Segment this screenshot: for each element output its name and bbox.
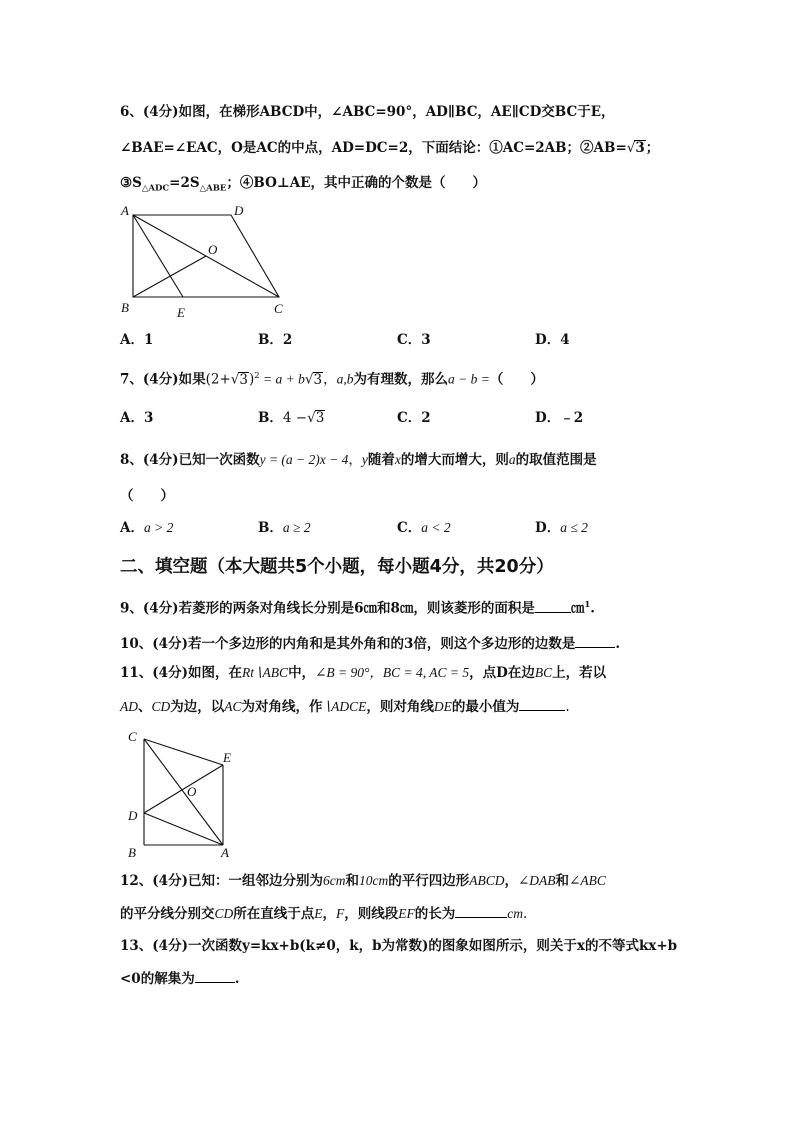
q12-t2: 6cm	[322, 873, 346, 888]
q11-line2	[120, 696, 570, 716]
q6-option-d[interactable]	[535, 331, 570, 349]
q12-t14: E	[314, 906, 323, 921]
q12-t17: ，则线段	[344, 906, 399, 922]
q6-sub-adc: △ADC	[141, 183, 170, 194]
q12-answer-blank[interactable]	[455, 903, 507, 918]
opt-label: D．	[535, 332, 561, 348]
q12-number: 12、	[120, 873, 153, 889]
q11-t9: AD	[120, 699, 138, 714]
q12-t8: ∠DAB	[517, 873, 556, 888]
q11-t1: 如图，在	[187, 665, 242, 681]
q9-unit-exp: 1	[584, 600, 591, 610]
q13-text1: 一次函数y=kx+b(k≠0，k，b为常数)的图象如图所示，则关于x的不等式kx+b	[187, 938, 678, 954]
q11-t2: Rt∖ABC	[241, 665, 289, 680]
opt-label: C．	[397, 520, 422, 536]
q9-end: .	[590, 600, 595, 617]
label-o: O	[208, 242, 218, 257]
q7-expr3: = a + b	[259, 371, 305, 387]
label-b: B	[128, 845, 136, 860]
q6-number: 6、	[120, 104, 143, 120]
q7-exponent: 2	[254, 371, 260, 381]
q6-text3: ；④BO⊥AE，其中正确的个数是（ ）	[226, 175, 487, 191]
q8-post: 的取值范围是	[515, 452, 597, 468]
q13-number: 13、	[120, 938, 153, 954]
q7-option-c[interactable]	[397, 409, 431, 427]
q8-option-a[interactable]	[120, 519, 173, 537]
q11-score: (4分)	[152, 665, 188, 681]
opt-text: 4 −	[282, 410, 308, 426]
q8-a: a	[508, 452, 516, 467]
q12-t4: 10cm	[358, 873, 389, 888]
q12-score: (4分)	[152, 873, 188, 889]
q8-score: (4分)	[142, 452, 179, 468]
q10-text: 若一个多边形的内角和是其外角和的3倍，则这个多边形的边数是	[187, 636, 576, 652]
diagonal-de	[144, 765, 223, 813]
q12-t15: ，	[322, 906, 337, 922]
q7-vars: a,b	[336, 371, 354, 387]
opt-text: ﹣2	[560, 410, 584, 426]
q12-line1	[120, 872, 606, 890]
q11-t18: 的最小值为	[451, 699, 520, 715]
q12-t16: F	[336, 906, 345, 921]
q13-text2: <0的解集为	[120, 971, 195, 987]
q12-t7: ，	[504, 873, 518, 889]
q11-number: 11、	[120, 665, 153, 681]
q11-parallelogram-figure	[120, 725, 250, 863]
q8-option-d[interactable]	[535, 519, 588, 537]
q7-expr1: (2+	[205, 371, 231, 388]
q11-t14: 为对角线，作	[241, 699, 323, 715]
q7-pre: 如果	[178, 371, 206, 388]
q9-text: 若菱形的两条对角线长分别是6㎝和8㎝，则该菱形的面积是	[178, 600, 535, 617]
opt-text: 4	[560, 332, 570, 348]
q11-t16: ，则对角线	[366, 699, 434, 715]
q6-trapezoid-figure	[112, 200, 312, 322]
q12-t10: ∠ABC	[569, 873, 606, 888]
q11-line1	[120, 664, 606, 682]
q8-option-c[interactable]	[397, 519, 451, 537]
q8-option-b[interactable]	[258, 519, 311, 537]
label-c: C	[128, 729, 137, 744]
q7-sqrt1: 3	[239, 371, 248, 388]
q12-end: .	[523, 906, 528, 922]
opt-text: 1	[143, 332, 154, 348]
segment-ae	[133, 215, 183, 297]
q7-option-a[interactable]	[120, 409, 153, 427]
q13-score: (4分)	[152, 938, 188, 954]
opt-text: a > 2	[143, 520, 174, 535]
q8-paren: （ ）	[120, 488, 174, 504]
opt-text: 2	[282, 332, 293, 348]
segment-bo	[133, 256, 206, 297]
q11-t6: ，点D在边	[469, 665, 535, 681]
q8-func: y = (a − 2)x − 4	[259, 452, 349, 467]
label-e: E	[223, 750, 231, 765]
q11-t13: AC	[224, 699, 242, 714]
q8-number: 8、	[120, 452, 143, 468]
q9-line	[120, 596, 595, 618]
q12-t1: 已知：一组邻边分别为	[187, 873, 323, 889]
q11-t11: CD	[151, 699, 171, 714]
label-d: D	[234, 203, 244, 218]
opt-text: a ≤ 2	[560, 520, 588, 535]
q7-line: 7、(4分)如果$(2+√3)^2 = a + b√3$，a,b为有理数，那么a − b =（ ）	[120, 371, 544, 388]
q10-line	[120, 633, 620, 653]
q6-option-b[interactable]	[258, 331, 292, 349]
opt-label: B．	[258, 520, 283, 536]
q7-number: 7、	[120, 371, 143, 388]
q10-number: 10、	[120, 636, 153, 652]
q6-s1: ③S	[120, 175, 142, 191]
q6-option-a[interactable]	[120, 331, 153, 349]
q11-t12: 为边，以	[170, 699, 225, 715]
q12-t5: 的平行四边形	[388, 873, 470, 889]
label-e: E	[177, 305, 185, 320]
opt-label: D．	[535, 410, 561, 426]
q7-expr2: )	[248, 371, 255, 388]
q13-answer-blank[interactable]	[195, 968, 235, 983]
opt-text: 3	[421, 332, 431, 348]
q8-y: y	[361, 452, 368, 467]
label-a: A	[121, 203, 129, 218]
q8-mid: 随着	[367, 452, 395, 468]
q7-option-d[interactable]	[535, 409, 583, 427]
q8-line	[120, 451, 597, 469]
q10-answer-blank[interactable]	[575, 633, 615, 648]
q12-t12: CD	[214, 906, 234, 921]
label-c: C	[274, 301, 283, 316]
q6-text2: ∠BAE=∠EAC，O是AC的中点，AD=DC=2，下面结论：①AC=2AB；②AB=	[120, 140, 627, 156]
q9-answer-blank[interactable]	[535, 598, 571, 613]
q12-t9: 和	[555, 873, 570, 889]
q7-score: (4分)	[142, 371, 179, 388]
q13-end: .	[234, 971, 240, 987]
opt-text: a ≥ 2	[282, 520, 311, 535]
q12-t19: 的长为	[414, 906, 456, 922]
label-d: D	[128, 808, 138, 823]
q11-t15: ∖ADCE	[322, 699, 367, 714]
q11-t5: BC = 4, AC = 5	[382, 665, 470, 680]
q12-t18: EF	[398, 906, 415, 921]
opt-text: 2	[421, 410, 431, 426]
q11-t10: 、	[138, 699, 152, 715]
label-a: A	[221, 845, 229, 860]
q9-score: (4分)	[142, 600, 179, 617]
q6-line3	[120, 174, 486, 198]
q8-comma: ，	[348, 452, 362, 468]
q6-text1: 如图，在梯形ABCD中，∠ABC=90°，AD∥BC，AE∥CD交BC于E，	[178, 104, 615, 120]
opt-text: a < 2	[421, 520, 451, 535]
opt-label: B．	[258, 410, 283, 426]
q7-sqrt2: 3	[313, 371, 323, 388]
q7-paren: （ ）	[489, 371, 544, 388]
q13-line1	[120, 937, 677, 955]
q13-line2	[120, 968, 239, 988]
opt-label: D．	[535, 520, 561, 536]
segment-ce	[144, 739, 223, 765]
q8-mid2: 的增大而增大，则	[400, 452, 509, 468]
q11-answer-blank[interactable]	[519, 696, 565, 711]
q6-sqrt3: 3	[635, 140, 645, 156]
q11-t4: ∠B = 90°，	[315, 665, 383, 680]
q9-number: 9、	[120, 600, 143, 617]
q6-line1	[120, 103, 615, 121]
opt-label: C．	[397, 332, 422, 348]
label-b: B	[121, 300, 129, 315]
opt-label: B．	[258, 332, 283, 348]
q7-comma: ，	[323, 371, 337, 388]
q6-eq: =2S	[169, 175, 200, 191]
q8-x: x	[394, 452, 401, 467]
q8-pre: 已知一次函数	[178, 452, 260, 468]
opt-label: C．	[397, 410, 422, 426]
opt-label: A．	[120, 332, 144, 348]
q10-end: .	[615, 636, 621, 652]
q11-t7: BC	[534, 665, 553, 680]
q12-line2	[120, 903, 527, 923]
q10-score: (4分)	[152, 636, 188, 652]
opt-label: A．	[120, 410, 144, 426]
q7-expr4: a − b =	[447, 371, 490, 387]
q7-option-b[interactable]: B．4 −√3	[258, 410, 325, 426]
label-o: O	[187, 784, 197, 799]
q11-t17: DE	[433, 699, 452, 714]
q6-score: (4分)	[142, 104, 179, 120]
q7-mid: 为有理数，那么	[353, 371, 448, 388]
q11-end: .	[565, 699, 570, 715]
q12-unit: cm	[507, 906, 524, 921]
section-title-fill-blank: 二、填空题（本大题共5个小题，每小题4分，共20分）	[120, 557, 554, 577]
q12-t13: 所在直线于点	[233, 906, 315, 922]
opt-sqrt: 3	[315, 410, 325, 426]
q6-semicolon: ；	[645, 140, 660, 156]
opt-label: A．	[120, 520, 144, 536]
q9-unit: ㎝	[570, 600, 585, 617]
opt-text: 3	[143, 410, 154, 426]
q6-sub-abe: △ABE	[199, 183, 227, 194]
q12-t11: 的平分线分别交	[120, 906, 215, 922]
q6-option-c[interactable]	[397, 331, 431, 349]
q11-t8: 上，若以	[552, 665, 607, 681]
q11-t3: 中，	[288, 665, 316, 681]
q6-line2: ∠BAE=∠EAC，O是AC的中点，AD=DC=2，下面结论：①AC=2AB；②AB=√3；	[120, 140, 660, 156]
q12-t3: 和	[345, 873, 359, 889]
q12-t6: ABCD	[469, 873, 505, 888]
